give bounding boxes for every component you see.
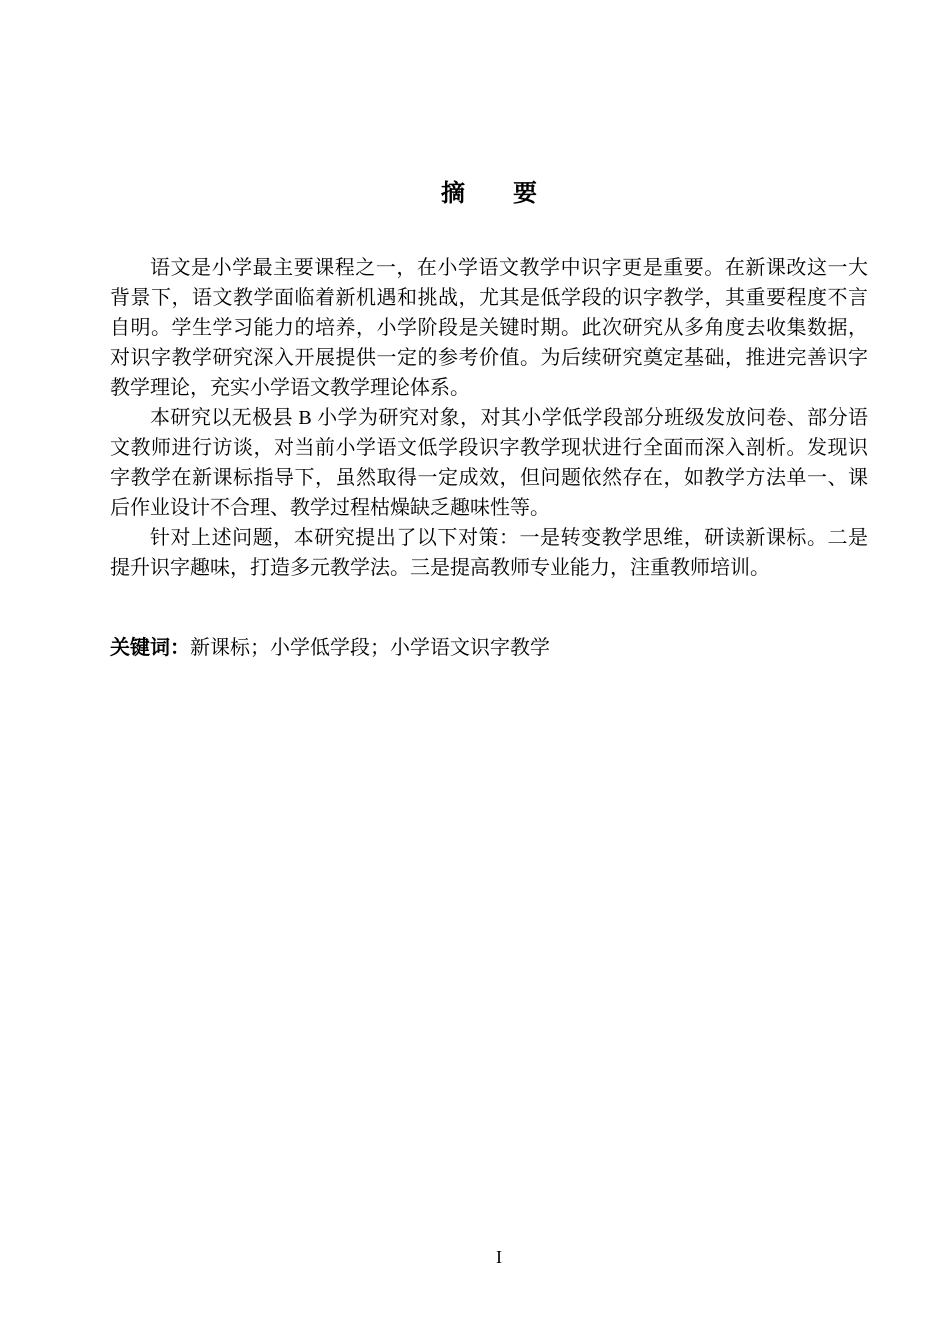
keywords-text: 新课标；小学低学段；小学语文识字教学 [190,637,550,659]
page-number: I [496,1247,502,1267]
abstract-paragraph-1: 语文是小学最主要课程之一，在小学语文教学中识字更是重要。在新课改这一大背景下，语文教学面临着新机遇和挑战，尤其是低学段的识字教学，其重要程度不言自明。学生学习能力的培养，小学阶段是关键时期。此次研究从多角度去收集数据，对识字教学研究深入开展提供一定的参考价值。为后续研究奠定基础，推进完善识字教学理论，充实小学语文教学理论体系。 [110,257,868,399]
keywords-line [110,633,868,663]
abstract-paragraph-2: 本研究以无极县 B 小学为研究对象，对其小学低学段部分班级发放问卷、部分语文教师进行访谈，对当前小学语文低学段识字教学现状进行全面而深入剖析。发现识字教学在新课标指导下，虽然取得一定成效，但问题依然存在，如教学方法单一、课后作业设计不合理、教学过程枯燥缺乏趣味性等。 [110,407,868,519]
abstract-title: 摘 要 [441,180,537,207]
keywords-label: 关键词： [110,637,190,659]
abstract-content [110,182,868,663]
abstract-paragraph-3: 针对上述问题，本研究提出了以下对策：一是转变教学思维，研读新课标。二是提升识字趣味，打造多元教学法。三是提高教师专业能力，注重教师培训。 [110,527,868,579]
abstract-body [110,253,868,583]
